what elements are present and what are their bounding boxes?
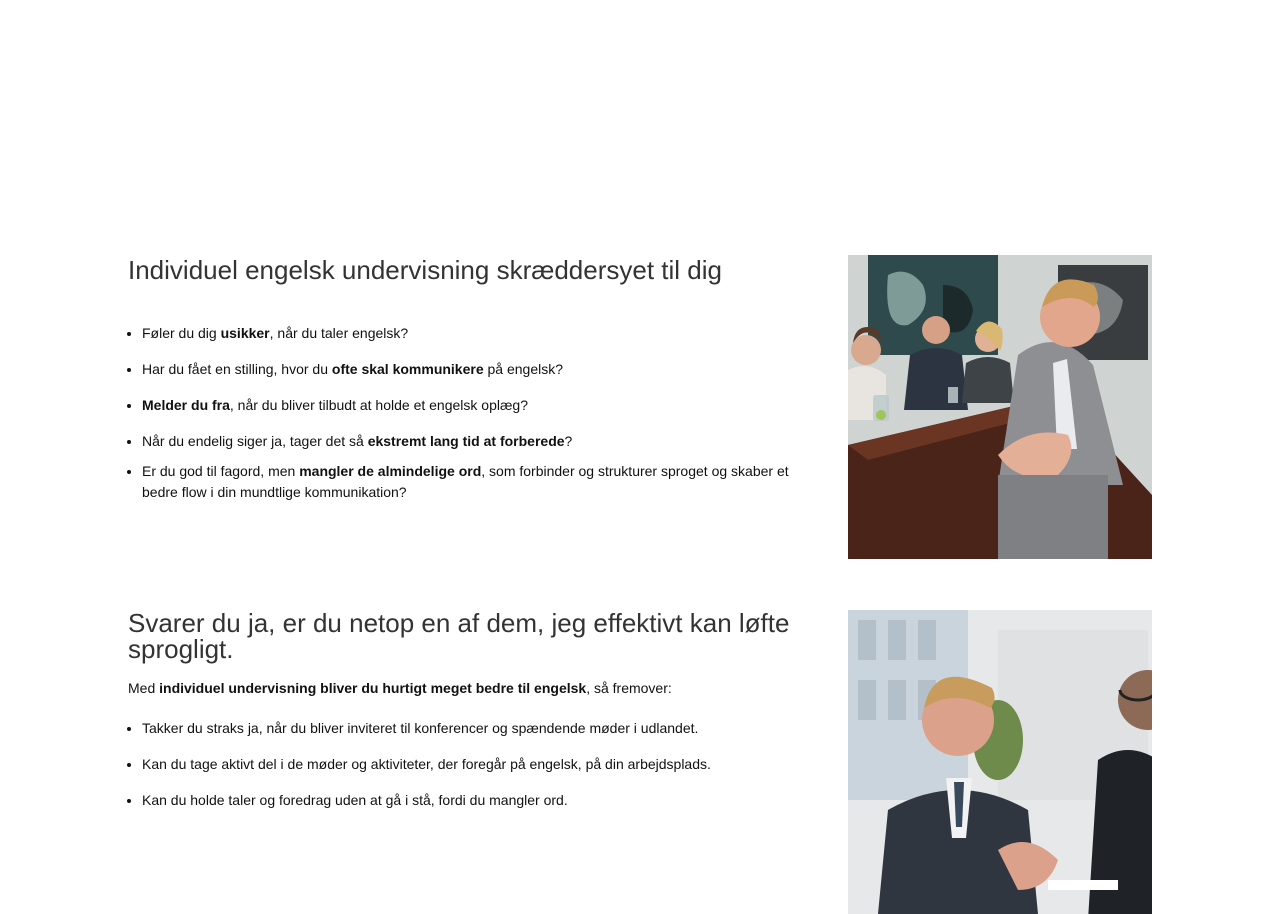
item-text: Når du endelig siger ja, tager det så — [142, 433, 368, 449]
intro-text-column — [128, 255, 808, 518]
list-item: • Takker du straks ja, når du bliver inviteret til konferencer og spændende møder i udlandet. — [142, 718, 808, 739]
list-item — [142, 323, 808, 344]
item-text: Er du god til fagord, men — [142, 463, 300, 479]
section-heading: Individuel engelsk undervisning skræddersyet til dig — [128, 255, 722, 285]
intro-section — [128, 255, 1152, 560]
list-item — [142, 395, 808, 416]
benefits-section — [128, 610, 1152, 910]
item-text: , når du taler engelsk? — [269, 325, 409, 341]
item-emphasis: ekstremt lang tid at forberede — [367, 433, 565, 449]
item-text: Har du fået en stilling, hvor du — [142, 361, 332, 377]
benefits-text-column — [128, 610, 808, 826]
item-emphasis: mangler de almindelige ord — [299, 463, 482, 479]
item-text: , som forbinder og strukturer sproget og skaber et bedre flow i din mundtlige kommunikation? — [142, 463, 789, 500]
benefit-list — [128, 718, 808, 811]
item-text: , når du bliver tilbudt at holde et engelsk oplæg? — [229, 397, 528, 413]
office-photo-icon — [848, 610, 1152, 914]
question-list — [128, 323, 808, 503]
intro-paragraph — [128, 678, 808, 699]
list-item — [142, 359, 808, 380]
meeting-photo-icon — [848, 255, 1152, 559]
list-item — [142, 461, 808, 503]
item-text: ? — [564, 433, 573, 449]
item-emphasis: ofte skal kommunikere — [331, 361, 484, 377]
list-item: • Kan du tage aktivt del i de møder og aktiviteter, der foregår på engelsk, på din arbejdsplads. — [142, 754, 808, 775]
list-item: • Kan du holde taler og foredrag uden at gå i stå, fordi du mangler ord. — [142, 790, 808, 811]
list-item — [142, 431, 808, 452]
item-emphasis: Melder du fra — [142, 397, 230, 413]
item-text: Føler du dig — [142, 325, 221, 341]
item-emphasis: usikker — [220, 325, 270, 341]
intro-text: , så fremover: — [586, 680, 672, 696]
intro-text: Med — [128, 680, 160, 696]
item-text: på engelsk? — [483, 361, 564, 377]
section-heading: Svarer du ja, er du netop en af dem, jeg effektivt kan løfte sprogligt. — [128, 608, 790, 664]
intro-emphasis: individuel undervisning bliver du hurtigt meget bedre til engelsk — [159, 680, 587, 696]
